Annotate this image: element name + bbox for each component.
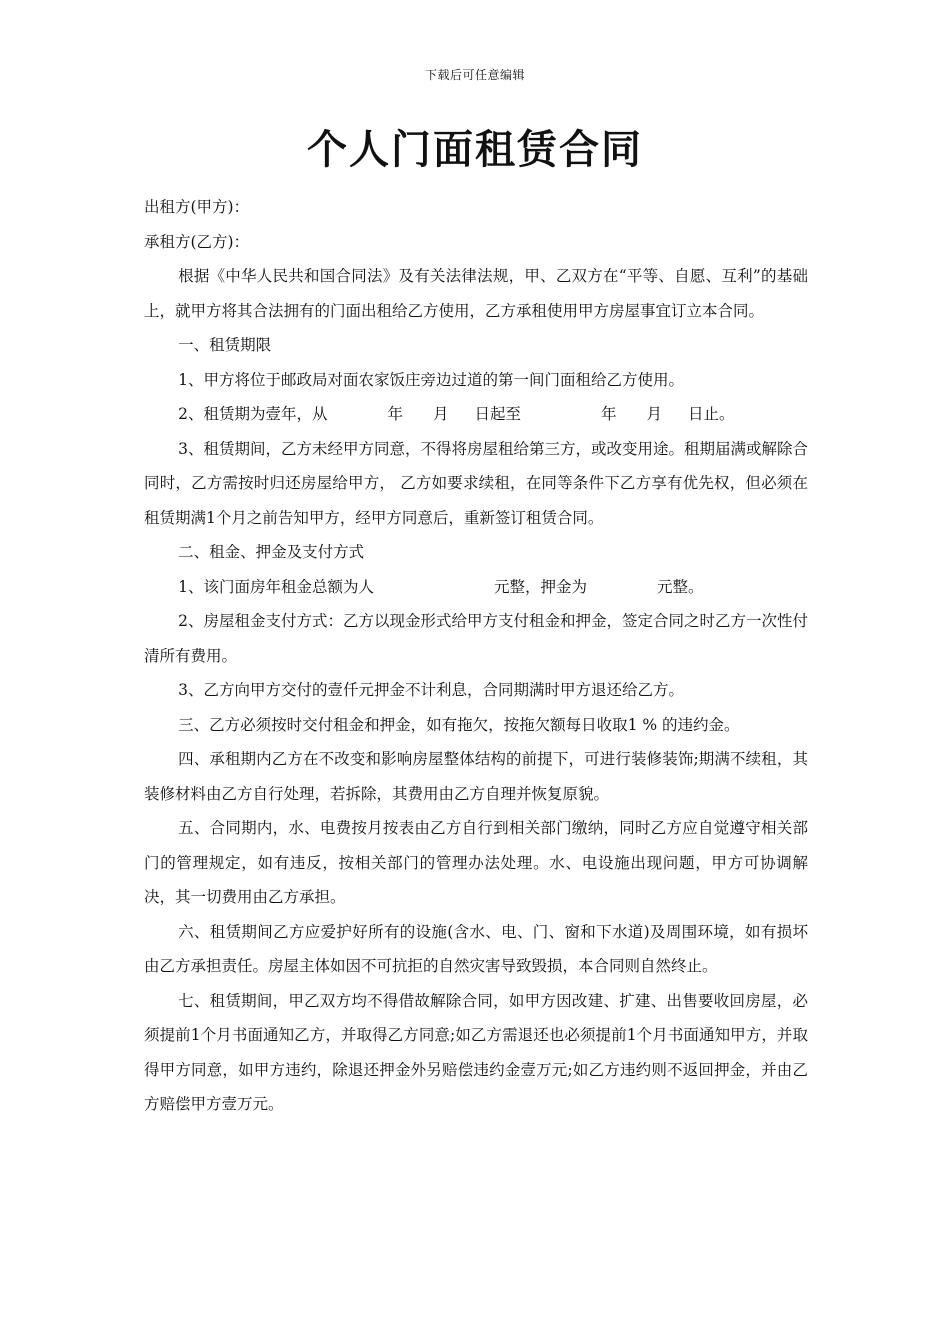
term-prefix: 2、租赁期为壹年，从: [178, 405, 328, 423]
section-2-item-3: 3、乙方向甲方交付的壹仟元押金不计利息，合同期满时甲方退还给乙方。: [178, 681, 684, 699]
lessor-label: 出租方(甲方)：: [144, 198, 250, 216]
section-3: 三、乙方必须按时交付租金和押金，如有拖欠，按拖欠额每日收取1 % 的违约金。: [178, 715, 740, 734]
term-start-month: 月: [432, 405, 449, 423]
contract-body: [144, 190, 808, 1122]
term-start-day: 日起至: [474, 405, 522, 423]
section-1-item-2: [144, 397, 808, 432]
section-1-heading: 一、租赁期限: [178, 336, 272, 354]
section-5: 五、合同期内，水、电费按月按表由乙方自行到相关部门缴纳，同时乙方应自觉遵守相关部门的管理规定，如有违反，按相关部门的管理办法处理。水、电设施出现问题，甲方可协调解决，其一切费用由乙方承担。: [144, 819, 808, 906]
rent-prefix: 1、该门面房年租金总额为人: [178, 577, 374, 596]
rent-suffix: 元整。: [656, 577, 704, 596]
rent-middle: 元整，押金为: [493, 577, 587, 596]
lessee-label: 承租方(乙方)：: [144, 232, 250, 251]
section-6: 六、租赁期间乙方应爱护好所有的设施(含水、电、门、窗和下水道)及周围环境，如有损坏由乙方承担责任。房屋主体如因不可抗拒的自然灾害导致毁损，本合同则自然终止。: [144, 922, 808, 975]
term-end-month: 月: [646, 405, 663, 423]
section-2-heading: 二、租金、押金及支付方式: [178, 543, 365, 561]
term-end-year: 年: [601, 405, 617, 423]
term-end-day: 日止。: [688, 405, 735, 423]
section-2-item-1: [144, 570, 808, 605]
page-title: 个人门面租赁合同: [307, 127, 643, 173]
section-2-item-2: 2、房屋租金支付方式：乙方以现金形式给甲方支付租金和押金，签定合同之时乙方一次性付清所有费用。: [144, 612, 808, 665]
intro-paragraph: 根据《中华人民共和国合同法》及有关法律法规，甲、乙双方在“平等、自愿、互利”的基础上，就甲方将其合法拥有的门面出租给乙方使用，乙方承租使用甲方房屋事宜订立本合同。: [144, 267, 808, 320]
term-start-year: 年: [387, 405, 403, 423]
section-1-item-3: 3、租赁期间，乙方未经甲方同意，不得将房屋租给第三方，或改变用途。租期届满或解除合同时，乙方需按时归还房屋给甲方， 乙方如要求续租，在同等条件下乙方享有优先权，但必须在租赁期满1个月之前告知甲方，经甲方同意后，重新签订租赁合同。: [144, 439, 808, 527]
header-note: 下载后可任意编辑: [424, 68, 525, 82]
section-1-item-1: 1、甲方将位于邮政局对面农家饭庄旁边过道的第一间门面租给乙方使用。: [178, 370, 684, 389]
section-7: 七、租赁期间，甲乙双方均不得借故解除合同，如甲方因改建、扩建、出售要收回房屋，必须提前1个月书面通知乙方，并取得乙方同意;如乙方需退还也必须提前1个月书面通知甲方，并取得甲方同意，如甲方违约，除退还押金外另赔偿违约金壹万元;如乙方违约则不返回押金，并由乙方赔偿甲方壹万元。: [144, 991, 808, 1113]
section-4: 四、承租期内乙方在不改变和影响房屋整体结构的前提下，可进行装修装饰;期满不续租，其装修材料由乙方自行处理，若拆除，其费用由乙方自理并恢复原貌。: [144, 750, 808, 803]
